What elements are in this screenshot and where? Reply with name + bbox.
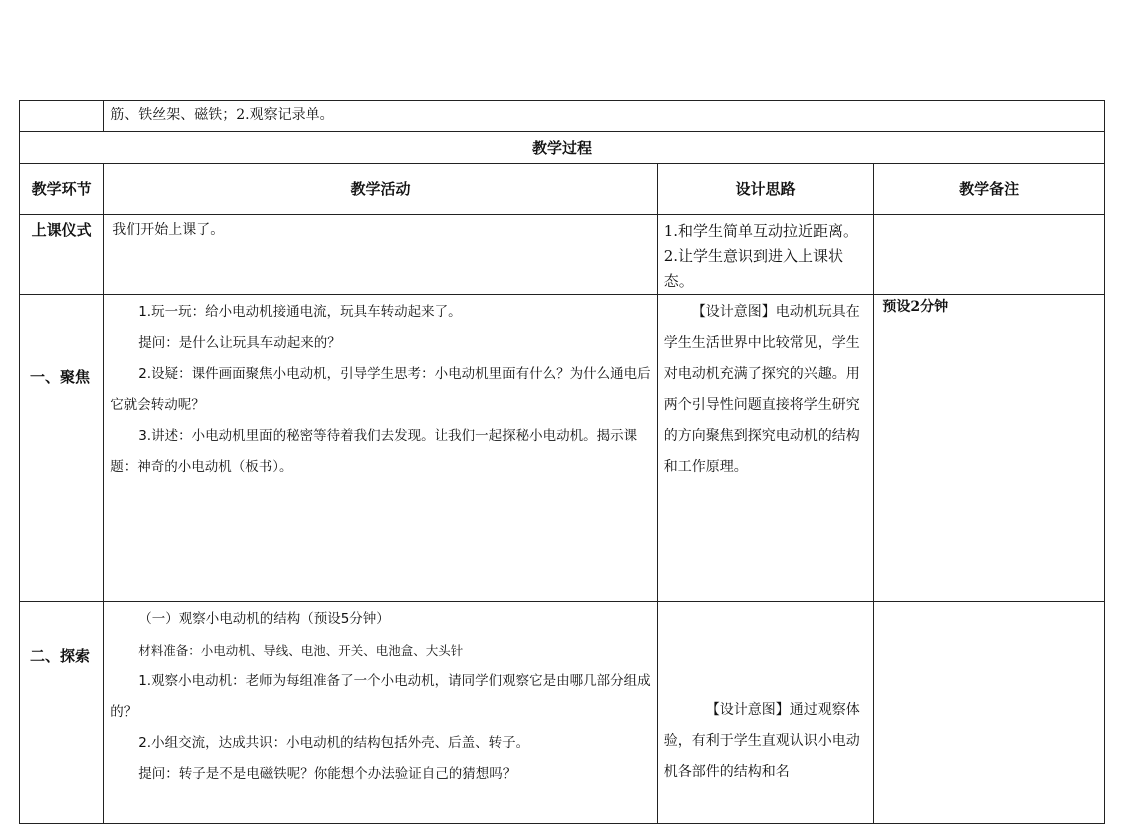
activity-line: 1.观察小电动机：老师为每组准备了一个小电动机，请同学们观察它是由哪几部分组成的？ [110, 673, 651, 720]
notes-text [874, 215, 1104, 219]
header-activity: 教学活动 [104, 164, 658, 215]
activity-cell [104, 295, 658, 602]
stage-cell: 上课仪式 [20, 215, 104, 295]
notes-cell [874, 215, 1105, 295]
header-design: 设计思路 [657, 164, 874, 215]
activity-line: 3.讲述：小电动机里面的秘密等待着我们去发现。让我们一起探秘小电动机。揭示课题：神奇的小电动机（板书）。 [110, 428, 638, 475]
materials-blank-cell [20, 101, 104, 132]
activity-line: （一）观察小电动机的结构（预设5分钟） [138, 611, 390, 627]
header-stage: 教学环节 [20, 164, 104, 215]
activity-cell [104, 602, 658, 824]
activity-line: 材料准备：小电动机、导线、电池、开关、电池盒、大头针 [138, 643, 464, 658]
banner-row [20, 132, 1105, 164]
table-row [20, 602, 1105, 824]
stage-cell: 二、探索 [20, 602, 104, 824]
table-row [20, 295, 1105, 602]
design-text: 【设计意图】电动机玩具在学生生活世界中比较常见，学生对电动机充满了探究的兴趣。用两个引导性问题直接将学生研究的方向聚焦到探究电动机的结构和工作原理。 [663, 304, 860, 475]
design-cell [657, 215, 874, 295]
activity-line: 2.设疑：课件画面聚焦小电动机，引导学生思考：小电动机里面有什么？为什么通电后它就会转动呢？ [110, 366, 651, 413]
materials-cell [104, 101, 1105, 132]
header-notes: 教学备注 [874, 164, 1105, 215]
notes-text [874, 602, 1104, 606]
design-cell [657, 295, 874, 602]
activity-line: 1.玩一玩：给小电动机接通电流，玩具车转动起来了。 [138, 304, 462, 320]
activity-line: 提问：转子是不是电磁铁呢？你能想个办法验证自己的猜想吗？ [138, 766, 517, 782]
materials-text: 筋、铁丝架、磁铁；2.观察记录单。 [110, 107, 334, 123]
design-cell [657, 602, 874, 824]
materials-row [20, 101, 1105, 132]
header-row [20, 164, 1105, 215]
activity-cell [104, 215, 658, 295]
section-title: 教学过程 [20, 132, 1105, 164]
stage-cell: 一、聚焦 [20, 295, 104, 602]
activity-line: 2.小组交流，达成共识：小电动机的结构包括外壳、后盖、转子。 [138, 735, 530, 751]
lesson-plan-table [19, 100, 1105, 824]
table-row [20, 215, 1105, 295]
design-text: 1.和学生简单互动拉近距离。2.让学生意识到进入上课状态。 [663, 222, 859, 290]
notes-cell [874, 602, 1105, 824]
design-text: 【设计意图】通过观察体验，有利于学生直观认识小电动机各部件的结构和名 [663, 702, 860, 780]
notes-cell [874, 295, 1105, 602]
notes-text: 预设2分钟 [882, 299, 949, 315]
activity-line: 提问：是什么让玩具车动起来的？ [138, 335, 341, 351]
activity-text: 我们开始上课了。 [112, 222, 225, 238]
